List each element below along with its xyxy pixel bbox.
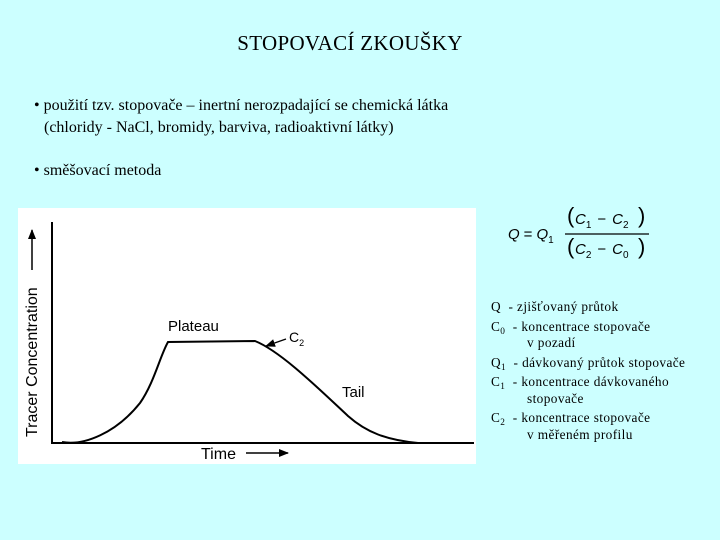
formula-denominator: $C_2 - C_0$ — [575, 241, 629, 261]
legend-text-continued: v měřeném profilu — [527, 426, 633, 442]
paren-right-top: ) — [638, 205, 646, 228]
tracer-diagram — [18, 208, 476, 464]
flow-formula — [505, 205, 655, 265]
tracer-curve — [62, 341, 418, 443]
plateau-label: Plateau — [168, 318, 219, 335]
legend-symbol: Q — [491, 299, 502, 314]
bullet-text: použití tzv. stopovače – inertní nerozpadající se chemická látka — [43, 97, 449, 114]
legend-item-c2: $C_2$ - koncentrace stopovače v měřeném profilu — [491, 410, 716, 443]
legend-symbol: C — [491, 410, 501, 425]
legend-symbol: Q — [491, 354, 502, 370]
flow-formula-svg — [505, 205, 655, 265]
legend-text: - koncentrace stopovače — [512, 318, 651, 334]
bullet-symbol: • — [34, 162, 40, 179]
c2-label: $C_2$ — [289, 329, 305, 348]
tracer-diagram-svg — [18, 208, 476, 464]
formula-numerator: $C_1 - C_2$ — [575, 211, 629, 231]
legend-text-continued: stopovače — [527, 390, 584, 406]
symbol-legend — [491, 299, 716, 446]
paren-right-bottom: ) — [638, 234, 646, 259]
legend-symbol: C — [491, 374, 501, 389]
legend-item-q — [491, 299, 716, 316]
tail-label: Tail — [342, 384, 365, 401]
legend-item-c0: $C_0$ - koncentrace stopovače v pozadí — [491, 319, 716, 352]
formula-lhs: $Q = Q_1$ — [508, 226, 554, 246]
legend-text: - koncentrace stopovače — [512, 410, 651, 425]
legend-text: - zjišťovaný průtok — [508, 299, 619, 314]
legend-item-c1: $C_1$ - koncentrace dávkovaného stopovače — [491, 374, 716, 407]
bullet-tracer — [34, 95, 448, 139]
legend-text-continued: v pozadí — [527, 335, 576, 350]
paren-left-top: ( — [567, 205, 575, 228]
legend-text: - dávkovaný průtok stopovače — [513, 354, 686, 370]
bullet-text-continued: (chloridy - NaCl, bromidy, barviva, radioaktivní látky) — [44, 119, 394, 136]
bullet-symbol: • — [34, 97, 40, 114]
y-axis-label: Tracer Concentration — [24, 287, 41, 437]
bullet-method — [34, 160, 161, 182]
x-axis-label: Time — [201, 446, 236, 463]
bullet-text: směšovací metoda — [43, 162, 162, 179]
legend-text: - koncentrace dávkovaného — [512, 374, 669, 389]
c2-arrow — [266, 339, 286, 346]
legend-item-q1: $Q_1$ - dávkovaný průtok stopovače — [491, 354, 686, 373]
legend-symbol: C — [491, 318, 501, 334]
paren-left-bottom: ( — [567, 234, 575, 259]
slide-title: STOPOVACÍ ZKOUŠKY — [237, 31, 463, 55]
